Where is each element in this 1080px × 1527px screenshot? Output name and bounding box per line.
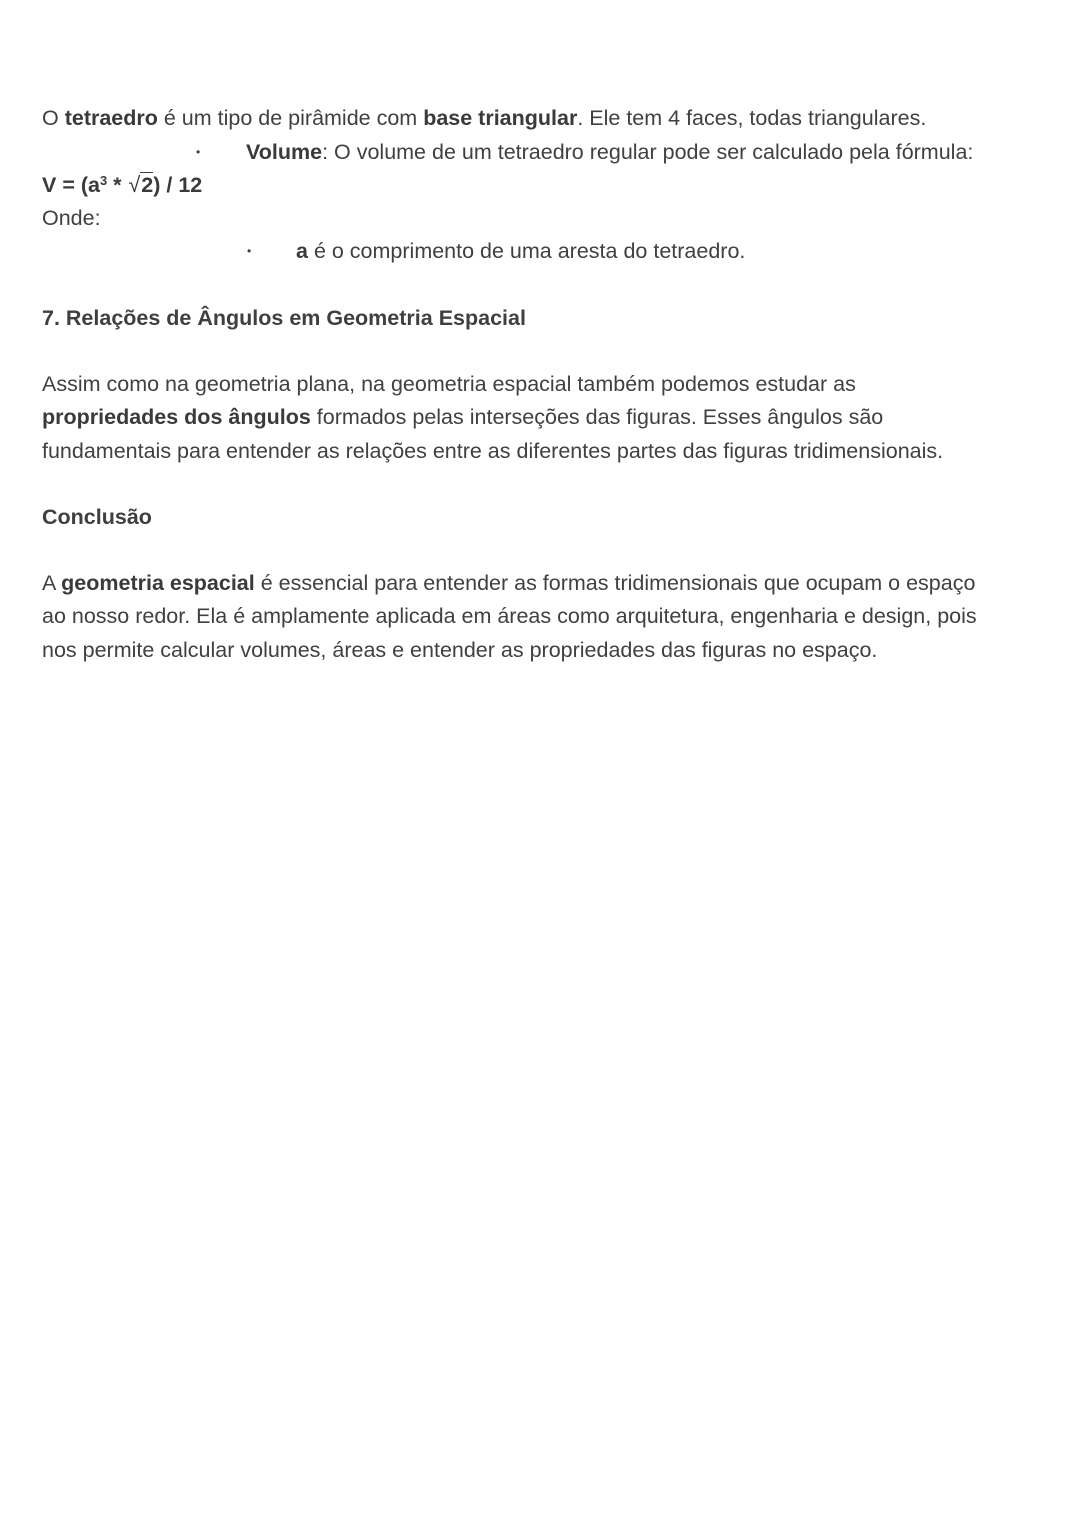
section-7-paragraph-line-3: fundamentais para entender as relações entre as diferentes partes das figuras tridimensionais. — [42, 439, 944, 463]
formula-suffix: ) / 12 — [153, 173, 203, 197]
formula-prefix: V = (a — [42, 173, 100, 197]
volume-description: : O volume de um tetraedro regular pode ser calculado pela fórmula: — [322, 140, 974, 164]
bold-term-base-triangular: base triangular — [423, 106, 578, 130]
bullet-icon: • — [196, 145, 201, 159]
square-root — [127, 169, 153, 202]
bold-term-propriedades-dos-angulos: propriedades dos ângulos — [42, 405, 311, 429]
bold-term-geometria-espacial: geometria espacial — [61, 571, 255, 595]
onde-label: Onde: — [42, 206, 101, 230]
section-7-heading: 7. Relações de Ângulos em Geometria Espacial — [42, 306, 526, 330]
text-run: O — [42, 106, 65, 130]
bold-term-tetraedro: tetraedro — [64, 106, 158, 130]
text-run: A — [42, 571, 62, 595]
conclusion-paragraph-line-2: ao nosso redor. Ela é amplamente aplicada em áreas como arquitetura, engenharia e design, pois — [42, 604, 977, 628]
conclusion-paragraph-line-3: nos permite calcular volumes, áreas e entender as propriedades das figuras no espaço. — [42, 638, 878, 662]
text-run: é um tipo de pirâmide com — [157, 106, 424, 130]
volume-label: Volume — [246, 140, 323, 164]
section-7-paragraph-line-1: Assim como na geometria plana, na geometria espacial também podemos estudar as — [42, 372, 856, 396]
variable-a-list-item — [296, 235, 745, 268]
formula-exponent: 3 — [99, 172, 108, 188]
tetraedro-intro-paragraph — [42, 102, 926, 135]
formula-operator: * — [107, 173, 128, 197]
text-run: . Ele tem 4 faces, todas triangulares. — [577, 106, 927, 130]
variable-a: a — [296, 239, 308, 263]
variable-a-description: é o comprimento de uma aresta do tetraedro. — [307, 239, 746, 263]
sqrt-icon: √ — [128, 173, 141, 197]
volume-list-item — [246, 136, 973, 169]
volume-formula — [42, 169, 202, 202]
bullet-icon: • — [247, 244, 252, 258]
text-run: é essencial para entender as formas tridimensionais que ocupam o espaço — [254, 571, 976, 595]
formula-radicand: 2 — [141, 173, 154, 197]
text-run: formados pelas interseções das figuras. Esses ângulos são — [310, 405, 884, 429]
conclusion-paragraph-line-1 — [42, 567, 975, 600]
section-7-paragraph-line-2 — [42, 401, 883, 434]
conclusion-heading: Conclusão — [42, 505, 152, 529]
